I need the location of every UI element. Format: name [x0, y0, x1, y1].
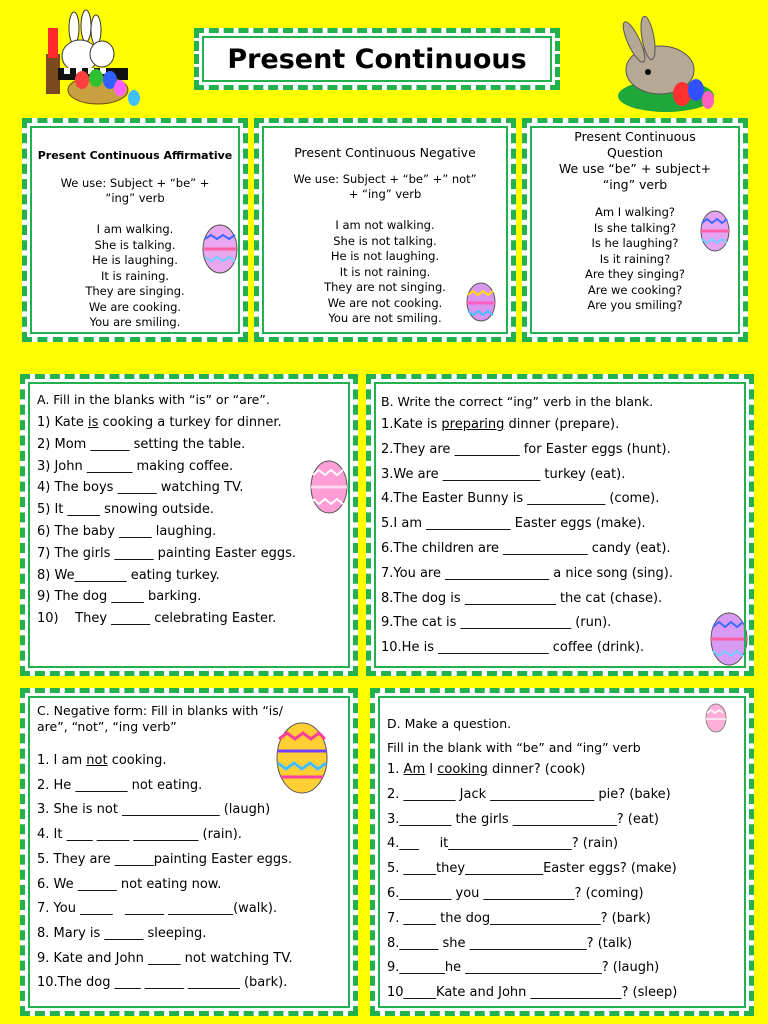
- negative-box: [254, 118, 516, 342]
- exercise-d-line: 2. ________ Jack ________________ pie? (bake): [387, 786, 671, 802]
- exercise-d-line: 3.________ the girls ________________? (eat): [387, 811, 659, 827]
- exercise-c-box: [20, 688, 358, 1016]
- exercise-c-line: 9. Kate and John _____ not watching TV.: [37, 950, 293, 966]
- easter-egg-icon: [465, 281, 497, 323]
- exercise-b-line: 5.I am _____________ Easter eggs (make).: [381, 516, 646, 532]
- exercise-b-line: 4.The Easter Bunny is ____________ (come).: [381, 491, 660, 507]
- exercise-b-line-1: 1.Kate is preparing dinner (prepare).: [381, 417, 620, 432]
- question-rule: We use “be” + subject+ “ing” verb: [558, 161, 712, 192]
- exercise-b-line: 7.You are ________________ a nice song (sing).: [381, 565, 673, 581]
- exercise-a-box: [20, 374, 358, 676]
- exercise-c-line: 8. Mary is ______ sleeping.: [37, 925, 207, 941]
- exercise-c-line-1: 1. I am not cooking.: [37, 753, 167, 768]
- exercise-a-line: 5) It _____ snowing outside.: [37, 502, 215, 518]
- exercise-c-line: 3. She is not _______________ (laugh): [37, 802, 271, 818]
- exercise-d-line: 7. _____ the dog_________________? (bark): [387, 910, 651, 926]
- rabbit-eggs-clipart: [610, 14, 718, 114]
- exercise-d-box: [370, 688, 754, 1016]
- exercise-a-line: 6) The baby _____ laughing.: [37, 523, 217, 539]
- exercise-c-heading: C. Negative form: Fill in blanks with “is/ are”, “not”, “ing verb”: [37, 703, 283, 734]
- affirmative-box: [22, 118, 248, 342]
- exercise-d-line: 10_____Kate and John ______________? (sleep): [387, 985, 678, 1001]
- bunny-basket-clipart: [44, 8, 144, 112]
- affirmative-heading: Present Continuous Affirmative: [37, 149, 233, 162]
- exercise-a-line: 8) We________ eating turkey.: [37, 567, 220, 583]
- exercise-d-line: 4.___ it___________________? (rain): [387, 836, 619, 852]
- exercise-b-line: 6.The children are _____________ candy (eat).: [381, 540, 671, 556]
- exercise-c-line: 2. He ________ not eating.: [37, 777, 203, 793]
- exercise-a-line: 2) Mom ______ setting the table.: [37, 436, 246, 452]
- easter-egg-icon: [275, 721, 329, 795]
- exercise-d-subheading: Fill in the blank with “be” and “ing” verb: [387, 740, 641, 755]
- exercise-a-heading: A. Fill in the blanks with “is” or “are”.: [37, 392, 270, 407]
- page-title: Present Continuous: [227, 44, 527, 75]
- exercise-d-line: 8.______ she __________________? (talk): [387, 935, 633, 951]
- question-heading: Present Continuous Question: [574, 129, 696, 160]
- exercise-d-heading: D. Make a question.: [387, 716, 512, 731]
- exercise-c-line: 7. You _____ ______ __________(walk).: [37, 901, 278, 917]
- exercise-c-line: 6. We ______ not eating now.: [37, 876, 222, 892]
- exercise-c-line: 4. It ____ _____ __________ (rain).: [37, 827, 242, 843]
- exercise-a-line: 3) John _______ making coffee.: [37, 458, 234, 474]
- exercise-b-line: 8.The dog is ______________ the cat (chase).: [381, 590, 663, 606]
- title-box: [194, 28, 560, 90]
- exercise-b-line: 9.The cat is _________________ (run).: [381, 615, 612, 631]
- easter-egg-icon: [309, 459, 349, 515]
- exercise-a-line: 10) They ______ celebrating Easter.: [37, 611, 277, 627]
- negative-heading: Present Continuous Negative: [294, 145, 476, 160]
- exercise-b-line: 3.We are _______________ turkey (eat).: [381, 466, 626, 482]
- question-box: [522, 118, 748, 342]
- exercise-c-line: 10.The dog ____ ______ ________ (bark).: [37, 975, 288, 991]
- exercise-d-line: 6.________ you ______________? (coming): [387, 885, 644, 901]
- exercise-a-line-1: 1) Kate is cooking a turkey for dinner.: [37, 415, 282, 430]
- exercise-d-line: 9._______he _____________________? (laugh): [387, 960, 660, 976]
- exercise-d-line: 5. _____they____________Easter eggs? (make): [387, 861, 677, 877]
- exercise-b-line: 2.They are __________ for Easter eggs (hunt).: [381, 441, 671, 457]
- exercise-a-line: 4) The boys ______ watching TV.: [37, 480, 244, 496]
- exercise-b-heading: B. Write the correct “ing” verb in the blank.: [381, 394, 654, 409]
- exercise-b-box: [366, 374, 754, 676]
- exercise-a-line: 9) The dog _____ barking.: [37, 589, 202, 605]
- exercise-b-line: 10.He is _________________ coffee (drink).: [381, 640, 645, 656]
- easter-egg-icon: [709, 611, 749, 667]
- easter-egg-icon: [201, 223, 239, 275]
- exercise-d-line-1: 1. Am I cooking dinner? (cook): [387, 762, 586, 777]
- negative-examples: I am not walking. She is not talking. He is not laughing. It is not raining. They are not singing. We are not cooking. You are not smiling.: [324, 218, 446, 325]
- affirmative-examples: I am walking. She is talking. He is laughing. It is raining. They are singing. We are cooking. You are smiling.: [85, 222, 185, 329]
- easter-egg-icon: [699, 209, 731, 253]
- exercise-a-line: 7) The girls ______ painting Easter eggs.: [37, 545, 296, 561]
- question-examples: Am I walking? Is she talking? Is he laughing? Is it raining? Are they singing? Are we cooking? Are you smiling?: [584, 205, 686, 312]
- negative-rule: We use: Subject + “be” +” not” + “ing” verb: [293, 172, 477, 201]
- exercise-c-line: 5. They are ______painting Easter eggs.: [37, 851, 293, 867]
- affirmative-rule: We use: Subject + “be” + “ing” verb: [60, 176, 210, 205]
- easter-egg-icon: [705, 703, 727, 733]
